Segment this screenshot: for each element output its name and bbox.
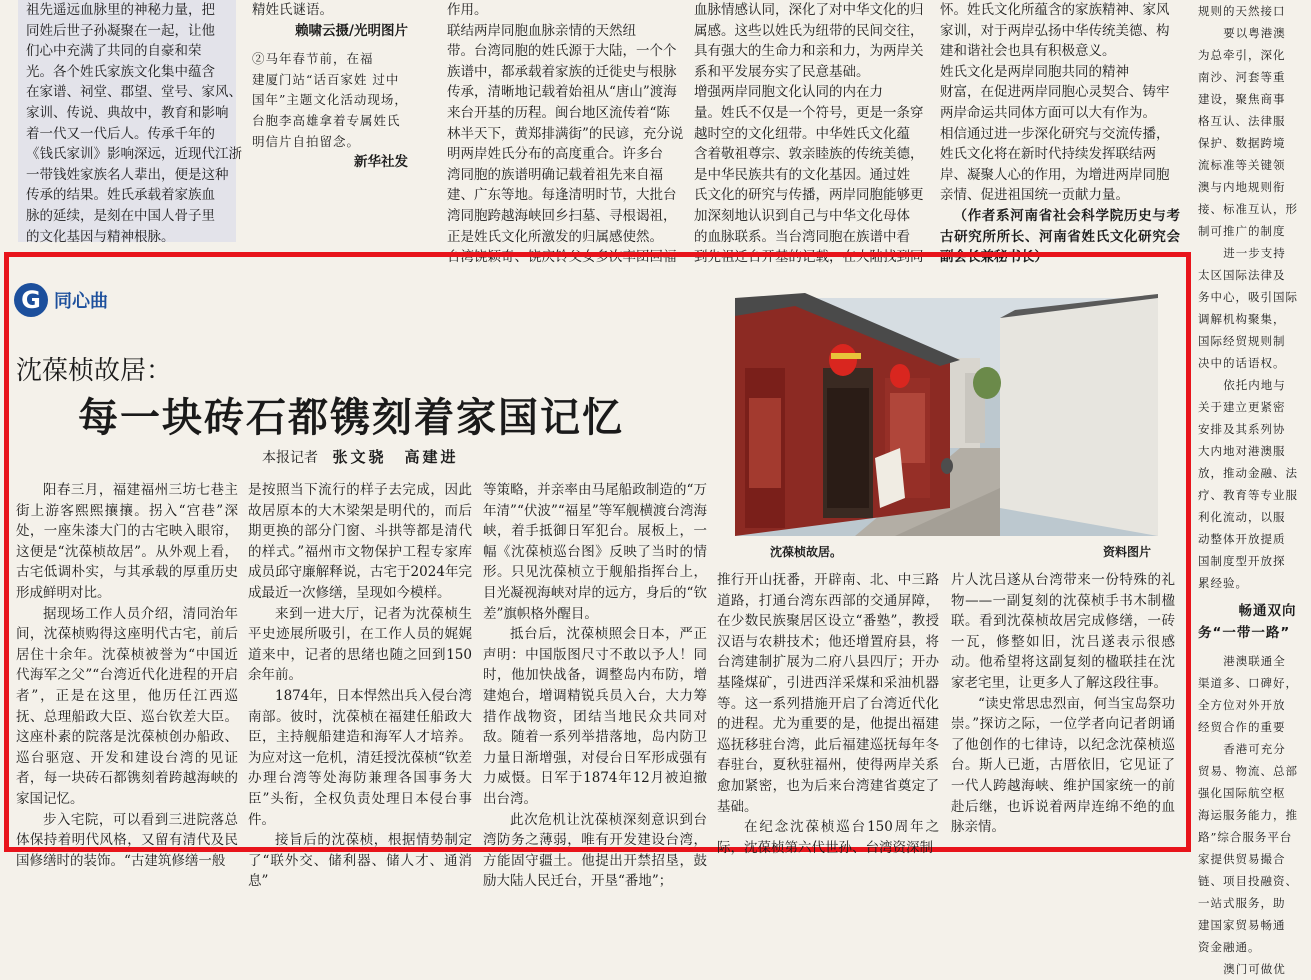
top-column-3-text [447, 0, 687, 268]
text-line: 越时空的文化纽带。中华姓氏文化蕴 [694, 125, 910, 142]
article-paragraph: 1874年，日本悍然出兵入侵台湾南部。彼时，沈葆桢在福建任船政大臣，主持舰船建造和海军人才培养。为应对这一危机，清廷授沈葆桢“钦差办理台湾等处海防兼理各国事务大臣”头衔，全权负责处理日本侵台事件。 [248, 687, 472, 828]
photo-caption: 沈葆桢故居。 [770, 545, 843, 559]
article-paragraph: 等策略，并亲率由马尾船政制造的“万年清”“伏波”“福星”等军舰横渡台湾海峡，着手抵御日军犯台。展板上，一幅《沈葆桢巡台图》反映了当时的情形。只见沈葆桢立于舰船指挥台上，目光凝视海峡对岸的远方，身后的“钦差”旗帜格外醒目。 [483, 482, 707, 622]
caption-line: 明信片自拍留念。 [252, 133, 361, 149]
text-line: 来台开基的历程。闽台地区流传着“陈 [447, 104, 670, 121]
text-line: 两岸命运共同体方面可以大有作为。 [940, 104, 1156, 121]
text-line: 脉的延续，是刻在中国人骨子里 [26, 207, 215, 224]
text-line: 建和谐社会也具有积极意义。 [940, 43, 1116, 60]
text-line: 属感。这些以姓氏为纽带的民间交往， [694, 22, 924, 39]
author-note: （作者系河南省社会科学院历史与考古研究所所长、河南省姓氏文化研究会副会长兼秘书长） [940, 207, 1180, 266]
text-line: 建、广东等地。每逢清明时节，大批台 [447, 187, 677, 204]
article-paragraph: 此次危机让沈葆桢深刻意识到台湾防务之薄弱，唯有开发建设台湾，方能固守疆土。他提出开禁招垦，鼓励大陆人民迁台，开垦“番地”； [483, 811, 707, 890]
right-column-part-c [1198, 650, 1311, 980]
top-column-4 [694, 0, 930, 266]
article-paragraph: 来到一进大厅，记者为沈葆桢生平史迹展所吸引，在工作人员的娓娓道来中，记者的思绪也随之回到150余年前。 [248, 605, 472, 684]
caption-line: 国年”主题文化活动现场， [252, 92, 408, 108]
text-line: 正是姓氏文化所激发的归属感使然。 [447, 228, 663, 245]
article-kicker: 沈葆桢故居： [16, 356, 173, 386]
right-column-line: 安排及其系列协 [1198, 422, 1286, 436]
top-column-5 [940, 0, 1180, 266]
text-line: 岸、凝聚人心的作用，为增进两岸同胞 [940, 166, 1170, 183]
right-column-line: 规则的天然接口 [1198, 4, 1286, 18]
right-column-line: 制可推广的制度 [1198, 224, 1286, 238]
section-logo [14, 283, 108, 317]
byline-label: 本报记者 [262, 450, 318, 466]
right-column-line: 贸易、物流、总部 [1198, 764, 1298, 778]
right-column-line: 强化国际航空枢 [1198, 786, 1286, 800]
right-column-line: 路”综合服务平台 [1198, 830, 1293, 844]
text-line: 财富，在促进两岸同胞心灵契合、铸牢 [940, 84, 1170, 101]
right-column-line: 依托内地与 [1223, 378, 1286, 392]
text-line: 氏文化的研究与传播，两岸同胞能够更 [694, 187, 924, 204]
right-column-line: 国际经贸规则制 [1198, 334, 1286, 348]
old-residence-photo [735, 298, 1158, 536]
article-column-3 [483, 480, 707, 890]
text-line: 亲情、促进祖国统一贡献力量。 [940, 187, 1129, 204]
right-column-line: 流标准等关键领 [1198, 158, 1286, 172]
section-logo-icon: G [14, 283, 48, 317]
text-line: 姓氏文化将在新时代持续发挥联结两 [940, 146, 1156, 163]
top-column-3 [447, 0, 687, 266]
right-column-line: 进一步支持 [1223, 246, 1286, 260]
text-line: 是中华民族共有的文化基因。通过姓 [694, 166, 910, 183]
photo2-credit: 新华社发 [354, 154, 408, 171]
top-column-1 [18, 0, 242, 245]
text-line: 族谱中，都承载着家族的迁徙史与根脉 [447, 63, 677, 80]
photo-credit: 资料图片 [1103, 545, 1152, 559]
right-column-line: 海运服务能力，推 [1198, 808, 1298, 822]
right-column-line: 要以粤港澳 [1223, 26, 1286, 40]
text-line: 传承的结果。姓氏承载着家族血 [26, 187, 215, 204]
text-line: 的文化基因与精神根脉。 [26, 228, 175, 245]
top-column-1-text [26, 0, 242, 247]
text-line: 作用。 [447, 2, 488, 18]
right-column-line: 国制度型开放探 [1198, 554, 1286, 568]
text-line: 量。姓氏不仅是一个符号，更是一条穿 [694, 104, 924, 121]
article-column-5 [951, 570, 1175, 845]
caption-line: 台胞李高雄拿着专属姓氏 [252, 112, 401, 128]
section-name: 同心曲 [54, 291, 108, 312]
text-line: 在家谱、祠堂、郡望、堂号、家风、 [26, 84, 242, 101]
text-line: 光。各个姓氏家族文化集中蕴含 [26, 63, 215, 80]
right-column-subhead-line: 畅通双向 [1238, 603, 1297, 619]
right-column-line: 动整体开放提质 [1198, 532, 1286, 546]
text-line: 带。台湾同胞的姓氏源于大陆，一个个 [447, 43, 677, 60]
right-column-line: 建国家贸易畅通 [1198, 918, 1286, 932]
article-paragraph: 接旨后的沈葆桢，根据情势制定了“联外交、储利器、储人才、通消息” [248, 832, 472, 890]
right-column-line: 利化流动，以服 [1198, 510, 1286, 524]
right-column-line: 为总牵引，深化 [1198, 48, 1286, 62]
right-column-line: 关于建立更紧密 [1198, 400, 1286, 414]
right-column-line: 链、项目投融资、 [1198, 874, 1298, 888]
right-column-line: 渠道多、口碑好， [1198, 676, 1298, 690]
right-column-line: 家提供贸易撮合 [1198, 852, 1286, 866]
right-column-line: 务中心，吸引国际 [1198, 290, 1298, 304]
right-column-line: 决中的话语权。 [1198, 356, 1286, 370]
right-column-line: 接、标准互认，形 [1198, 202, 1298, 216]
text-line: 含着敬祖尊宗、敦亲睦族的传统美德， [694, 146, 924, 163]
right-column-line: 疗、教育等专业服 [1198, 488, 1298, 502]
article-paragraph: 抵台后，沈葆桢照会日本，严正声明：中国版图尺寸不敢以予人！同时，他加快战备，调整岛内布防，增建炮台，增调精锐兵员入台，大力筹措作战物资，团结当地民众共同对敌。随着一系列举措落地，岛内防卫力量日渐增强，对侵台日军形成强有力威慑。日军于1874年12月被迫撤出台湾。 [483, 626, 707, 807]
article-column-1 [16, 480, 238, 869]
text-line: 的血脉联系。当台湾同胞在族谱中看 [694, 228, 910, 245]
photo1-caption-tail: 精姓氏谜语。 [252, 2, 333, 18]
text-line: 着一代又一代后人。传承千年的 [26, 125, 215, 142]
text-line: 一带钱姓家族名人辈出，便是这种 [26, 166, 229, 183]
text-line: 联结两岸同胞血脉亲情的天然纽 [447, 22, 636, 39]
caption-line: ②马年春节前，在福 [252, 51, 374, 67]
right-column-line: 太区国际法律及 [1198, 268, 1286, 282]
text-line: 具有强大的生命力和亲和力，为两岸关 [694, 43, 924, 60]
text-line: 相信通过进一步深化研究与交流传播， [940, 125, 1170, 142]
text-line: 家训，对于两岸弘扬中华传统美德、构 [940, 22, 1170, 39]
right-column-line: 澳门可做优 [1223, 962, 1286, 976]
text-line: 系和平发展夯实了民意基础。 [694, 63, 870, 80]
text-line: 《钱氏家训》影响深远，近现代江浙 [26, 146, 242, 163]
text-line: 家训、传说、典故中，教育和影响 [26, 104, 229, 121]
caption-line: 建厦门站“话百家姓 过中 [252, 71, 400, 87]
right-column-line: 格互认、法律服 [1198, 114, 1286, 128]
text-line: 祖先遥远血脉里的神秘力量，把 [26, 2, 215, 18]
right-column-line: 香港可充分 [1223, 742, 1286, 756]
article-paragraph: 推行开山抚番，开辟南、北、中三路道路，打通台湾东西部的交通屏障，在少数民族聚居区设立“番塾”，教授汉语与农耕技术；他还增置府县，将台湾建制扩展为二府八县四厅；开办基隆煤矿，引进西洋采煤和采油机器等。这一系列措施开启了台湾近代化的进程。尤为重要的是，他提出福建巡抚移驻台湾，此后福建巡抚每年冬春驻台，夏秋驻福州，使得两岸关系愈加紧密，也为后来台湾建省奠定了基础。 [717, 572, 939, 815]
text-line: 台湾饶颖奇、饶庆铃父女多次率团回福 [447, 249, 677, 266]
right-column-line: 放，推动金融、法 [1198, 466, 1298, 480]
right-column-line: 全方位对外开放 [1198, 698, 1286, 712]
right-column [1198, 0, 1311, 976]
article-column-4 [717, 570, 939, 856]
text-line: 怀。姓氏文化所蕴含的家族精神、家风 [940, 2, 1170, 18]
photo2-caption [252, 49, 408, 152]
right-column-line: 港澳联通全 [1223, 654, 1286, 668]
right-column-line: 建设，聚焦商事 [1198, 92, 1286, 106]
text-line: 到先祖迁台开基的记载，在大陆找到同 [694, 249, 924, 266]
text-line: 传承，清晰地记载着始祖从“唐山”渡海 [447, 84, 677, 101]
right-column-line: 一站式服务，助 [1198, 896, 1286, 910]
text-line: 加深刻地认识到自己与中华文化母体 [694, 207, 910, 224]
text-line: 湾同胞的族谱明确记载着祖先来自福 [447, 166, 663, 183]
right-column-line: 南沙、河套等重 [1198, 70, 1286, 84]
article-headline: 每一块砖石都镌刻着家国记忆 [78, 394, 624, 441]
article-paragraph: 是按照当下流行的样子去完成，因此故居原本的大木梁架是明代的，而后期更换的部分门窗、斗拱等都是清代的样式。”福州市文物保护工程专家库成员邱守廉解释说，古宅于2024年完成最近一次修缮，呈现如今模样。 [248, 482, 472, 601]
article-paragraph: 步入宅院，可以看到三进院落总体保持着明代风格，又留有清代及民国修缮时的装饰。“古建筑修缮一般 [16, 811, 238, 869]
top-column-5-text [940, 0, 1180, 206]
top-column-2 [252, 0, 408, 242]
right-column-line: 调解机构聚集， [1198, 312, 1286, 326]
right-column-subhead [1198, 600, 1311, 644]
right-column-subhead-line: 务“一带一路” [1198, 625, 1291, 641]
right-column-line: 累经验。 [1198, 576, 1248, 590]
article-photo [735, 298, 1158, 536]
article-paragraph: 据现场工作人员介绍，清同治年间，沈葆桢购得这座明代古宅，前后居住十余年。沈葆桢被誉为“中国近代海军之父”“台湾近代化进程的开启者”，正是在这里，他历任江西巡抚、总理船政大臣、巡台钦差大臣。这座朴素的院落是沈葆桢创办船政、巡台驱寇、开发和建设台湾的见证者，每一块砖石都镌刻着跨越海峡的家国记忆。 [16, 605, 238, 807]
article-byline [262, 446, 458, 467]
photo1-credit: 赖啸云摄/光明图片 [295, 22, 408, 39]
right-column-line: 澳与内地规则衔 [1198, 180, 1286, 194]
article-paragraph: “读史常思忠烈亩，何当宝岛祭功崇。”探访之际，一位学者向记者朗诵了他创作的七律诗，以纪念沈葆桢巡台。斯人已逝，古厝依旧，它见证了一代人跨越海峡、维护国家统一的前赴后继，也诉说着两岸连绵不绝的血脉亲情。 [951, 695, 1175, 836]
article-paragraph: 片人沈吕遂从台湾带来一份特殊的礼物——一副复刻的沈葆桢手书木制楹联。看到沈葆桢故居完成修缮，一砖一瓦，修整如旧，沈吕遂表示很感动。他希望将这副复刻的楹联挂在沈家老宅里，让更多人了解这段往事。 [951, 572, 1175, 691]
right-column-line: 保护、数据跨境 [1198, 136, 1286, 150]
right-column-part-b [1198, 242, 1311, 594]
text-line: 姓氏文化是两岸同胞共同的精神 [940, 63, 1129, 80]
text-line: 同姓后世子孙凝聚在一起，让他 [26, 22, 215, 39]
article-paragraph: 阳春三月，福建福州三坊七巷主街上游客熙熙攘攘。拐入“宫巷”深处，一座朱漆大门的古宅映入眼帘，这便是“沈葆桢故居”。从外观上看，古宅低调朴实，与其承载的厚重历史形成鲜明对比。 [16, 482, 238, 601]
top-column-4-text [694, 0, 930, 268]
right-column-line: 经贸合作的重要 [1198, 720, 1286, 734]
byline-names: 张文骁 高建进 [332, 448, 459, 466]
right-column-line: 大内地对港澳服 [1198, 444, 1286, 458]
text-line: 们心中充满了共同的自豪和荣 [26, 43, 202, 60]
text-line: 增强两岸同胞文化认同的内在力 [694, 84, 883, 101]
article-column-2 [248, 480, 472, 890]
text-line: 湾同胞跨越海峡回乡扫墓、寻根谒祖， [447, 207, 677, 224]
text-line: 血脉情感认同，深化了对中华文化的归 [694, 2, 924, 18]
article-paragraph: 在纪念沈葆桢巡台150周年之际，沈葆桢第六代世孙、台湾资深制 [717, 819, 939, 856]
text-line: 林半天下，黄郑排满街”的民谚，充分说 [447, 125, 684, 142]
text-line: 明两岸姓氏分布的高度重合。许多台 [447, 146, 663, 163]
right-column-line: 资金融通。 [1198, 940, 1261, 954]
right-column-part-a [1198, 0, 1311, 242]
